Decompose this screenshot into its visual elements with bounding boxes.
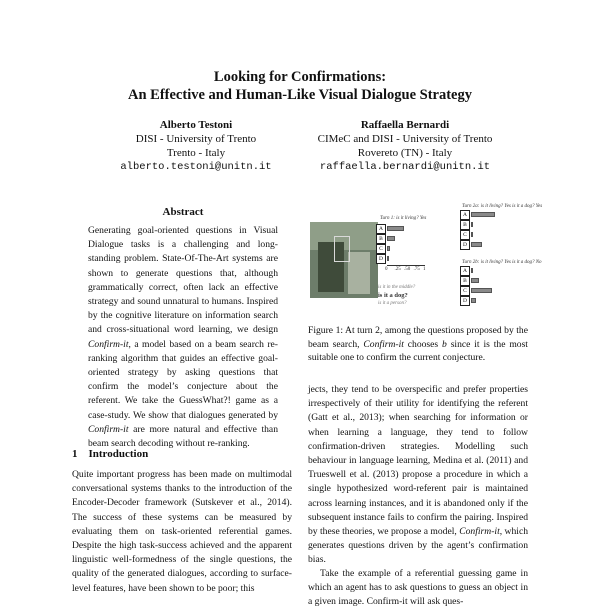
candidate-box-d: D: [460, 296, 470, 306]
candidate-box-a: A: [460, 210, 470, 220]
abstract-body: [88, 224, 278, 451]
candidate-box-d: D: [460, 240, 470, 250]
author-affiliation: CIMeC and DISI - University of Trento: [317, 133, 493, 145]
probability-bar-b: [471, 222, 473, 227]
x-tick-label: 0: [385, 267, 388, 272]
caption-text-part: chooses: [403, 338, 443, 350]
paragraph-text-part: , which generates questions driven by the agent’s confirmation bias.: [308, 526, 528, 566]
turn-2a-label: Turn 2a: is it living? Yes is it a dog? Yes: [462, 204, 543, 209]
candidate-box-c: C: [376, 244, 386, 254]
abstract-text-part: , a model based on a beam search re-ranking algorithm that guides an effective goal-oriented strategy by asking questions that confirm the model’s conjecture about the referent. We take the GuessWhat?! game as a case-study. We show that dialogues generated by: [88, 338, 278, 421]
probability-bar-c: [387, 246, 390, 251]
model-name: Confirm-it: [459, 526, 500, 538]
beam-question-a: is it in the middle?: [378, 285, 416, 290]
abstract-heading: Abstract: [162, 206, 204, 218]
author-block-1: [96, 118, 296, 174]
section-title: Introduction: [88, 448, 149, 460]
model-name: Confirm-it: [88, 423, 129, 435]
candidate-box-c: C: [460, 286, 470, 296]
figure-photo: [310, 222, 378, 298]
candidate-box-a: A: [460, 266, 470, 276]
section-heading-introduction: [72, 448, 148, 460]
paragraph-text-part: jects, they tend to be overspecific and prefer properties irrespectively of their utility for identifying the referent (Gatt et al., 2013); when searching for information or when learning a language, they tend to follow confirmation-driven strategies. Modelling such behaviour in language learning, Medina et al. (2011) and Trueswell et al. (2013) propose a procedure in which a single hypothesized word-referent pair is maintained across learning instances, and it is abandoned only if the subsequent instance fails to confirm the pairing. Inspired by these theories, we propose a model,: [308, 384, 528, 538]
candidate-box-c: C: [460, 230, 470, 240]
probability-bar-c: [471, 288, 492, 293]
right-column-paragraph-1: [308, 383, 528, 568]
author-name: Alberto Testoni: [159, 119, 233, 131]
probability-bar-a: [471, 268, 473, 273]
author-affiliation: DISI - University of Trento: [135, 133, 257, 145]
candidate-box-a: A: [376, 224, 386, 234]
probability-bar-d: [387, 256, 389, 261]
caption-variable: b: [442, 338, 447, 350]
section-number: 1: [72, 448, 78, 460]
probability-bar-d: [471, 298, 476, 303]
x-tick-label: .75: [413, 267, 420, 272]
paper-title-line-1: Looking for Confirmations:: [213, 69, 387, 85]
author-email[interactable]: raffaella.bernardi@unitn.it: [319, 161, 491, 173]
candidate-box-b: B: [460, 276, 470, 286]
author-block-2: [295, 118, 515, 174]
candidate-box-b: B: [460, 220, 470, 230]
turn-1-label: Turn 1: is it living? Yes: [380, 216, 427, 221]
photo-region: [348, 252, 370, 294]
model-name: Confirm-it: [88, 338, 129, 350]
author-name: Raffaella Bernardi: [360, 119, 450, 131]
x-axis: [387, 265, 425, 266]
paper-title-line-2: An Effective and Human-Like Visual Dialogue Strategy: [128, 87, 472, 103]
x-tick-label: .25: [394, 267, 401, 272]
probability-bar-b: [387, 236, 395, 241]
abstract-text-part: Generating goal-oriented questions in Visual Dialogue tasks is a challenging and long-standing problem. State-Of-The-Art systems are shown to generate questions that, although grammatically correct, often lack an effective strategy and sound unnatural to humans. Inspired by the cognitive literature on information search and cross-situational word learning, we design: [88, 225, 278, 336]
beam-question-selected: is it a dog?: [378, 292, 408, 299]
probability-bar-d: [471, 242, 482, 247]
model-name: Confirm-it: [363, 338, 404, 350]
turn-2b-label: Turn 2b: is it living? Yes is it a dog? No: [462, 260, 542, 265]
probability-bar-a: [471, 212, 495, 217]
turn-2b-chart: [460, 266, 526, 314]
probability-bar-a: [387, 226, 404, 231]
author-location: Rovereto (TN) - Italy: [357, 147, 453, 159]
candidate-box-b: B: [376, 234, 386, 244]
figure-caption: [308, 324, 528, 365]
intro-body: Quite important progress has been made on multimodal conversational systems thanks to the introduction of the Encoder-Decoder framework (Sutskever et al., 2014). The success of these systems can be measured by evaluating them on task-oriented referential games. Despite the high task-success achieved and the apparent linguistic well-formedness of the single questions, the quality of the generated dialogues, according to surface-level features, have been shown to be poor; this: [72, 469, 292, 594]
caption-text-part: since it is the most suitable one to confirm the current conjecture.: [308, 338, 528, 363]
candidate-box-d: D: [376, 254, 386, 264]
beam-question-c: is it a person?: [378, 301, 407, 306]
abstract-text-part: are more natural and effective than beam search decoding without re-ranking.: [88, 423, 278, 450]
beam-question-b: [378, 292, 408, 300]
photo-region: [334, 236, 350, 262]
x-tick-label: 1: [423, 267, 426, 272]
caption-text-part: Figure 1: At turn 2, among the questions proposed by the beam search,: [308, 325, 528, 350]
right-column-paragraph-2: Take the example of a referential guessing game in which an agent has to ask questions to guess an object in a given image. Confirm-it will ask ques-: [308, 568, 528, 608]
author-email[interactable]: alberto.testoni@unitn.it: [120, 161, 272, 173]
turn-2a-chart: [460, 210, 526, 258]
probability-bar-b: [471, 278, 479, 283]
author-location: Trento - Italy: [166, 147, 226, 159]
x-tick-label: .50: [404, 267, 411, 272]
probability-bar-c: [471, 232, 473, 237]
turn-1-chart: [376, 224, 436, 282]
